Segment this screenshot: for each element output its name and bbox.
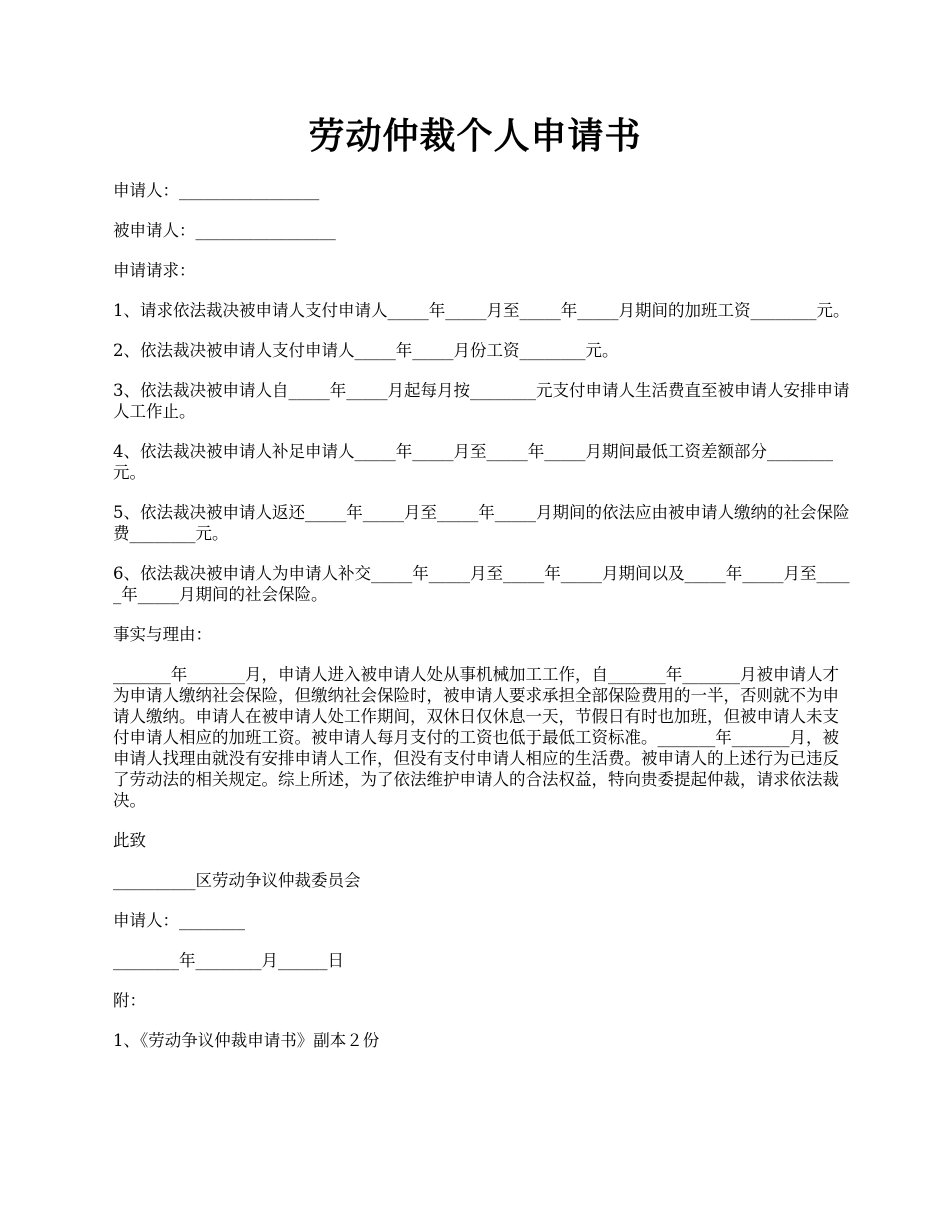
attachments-heading: 附： bbox=[113, 991, 146, 1010]
document-body bbox=[113, 180, 853, 1070]
document-title: 劳动仲裁个人申请书 bbox=[308, 115, 642, 157]
date-line: ________年________月______日 bbox=[113, 951, 344, 970]
claim-item: 3、依法裁决被申请人自_____年_____月起每月按________元支付申请人生活费直至被申请人安排申请人工作止。 bbox=[113, 381, 850, 421]
salutation: 此致 bbox=[113, 831, 146, 850]
facts-body: _______年_______月，申请人进入被申请人处从事机械加工工作，自_______年_______月被申请人才为申请人缴纳社会保险，但缴纳社会保险时，被申请人要求承担全部保险费用的一半，否则就不为申请人缴纳。申请人在被申请人处工作期间，双休日仅休息一天，节假日有时也加班，但被申请人未支付申请人相应的加班工资。被申请人每月支付的工资也低于最低工资标准。_______年_______月，被申请人找理由就没有安排申请人工作，但没有支付申请人相应的生活费。被申请人的上述行为已违反了劳动法的相关规定。综上所述，为了依法维护申请人的合法权益，特向贵委提起仲裁，请求依法裁决。 bbox=[113, 665, 839, 810]
claim-item: 6、依法裁决被申请人为申请人补交_____年_____月至_____年_____月期间以及_____年_____月至_____年_____月期间的社会保险。 bbox=[113, 564, 850, 604]
facts-heading: 事实与理由： bbox=[113, 625, 212, 644]
claim-item: 4、依法裁决被申请人补足申请人_____年_____月至_____年_____月期间最低工资差额部分________元。 bbox=[113, 442, 833, 482]
claim-item: 2、依法裁决被申请人支付申请人_____年_____月份工资________元。 bbox=[113, 341, 619, 360]
applicant-line: 申请人：_________________ bbox=[113, 181, 320, 200]
claim-item: 5、依法裁决被申请人返还_____年_____月至_____年_____月期间的依法应由被申请人缴纳的社会保险费________元。 bbox=[113, 503, 850, 543]
respondent-line: 被申请人：_________________ bbox=[113, 221, 336, 240]
attachment-item: 1、《劳动争议仲裁申请书》副本２份 bbox=[113, 1031, 380, 1050]
claim-item: 1、请求依法裁决被申请人支付申请人_____年_____月至_____年_____月期间的加班工资________元。 bbox=[113, 301, 850, 320]
committee-line: __________区劳动争议仲裁委员会 bbox=[113, 871, 361, 890]
signature-line: 申请人：________ bbox=[113, 911, 245, 930]
claims-heading: 申请请求： bbox=[113, 261, 196, 280]
